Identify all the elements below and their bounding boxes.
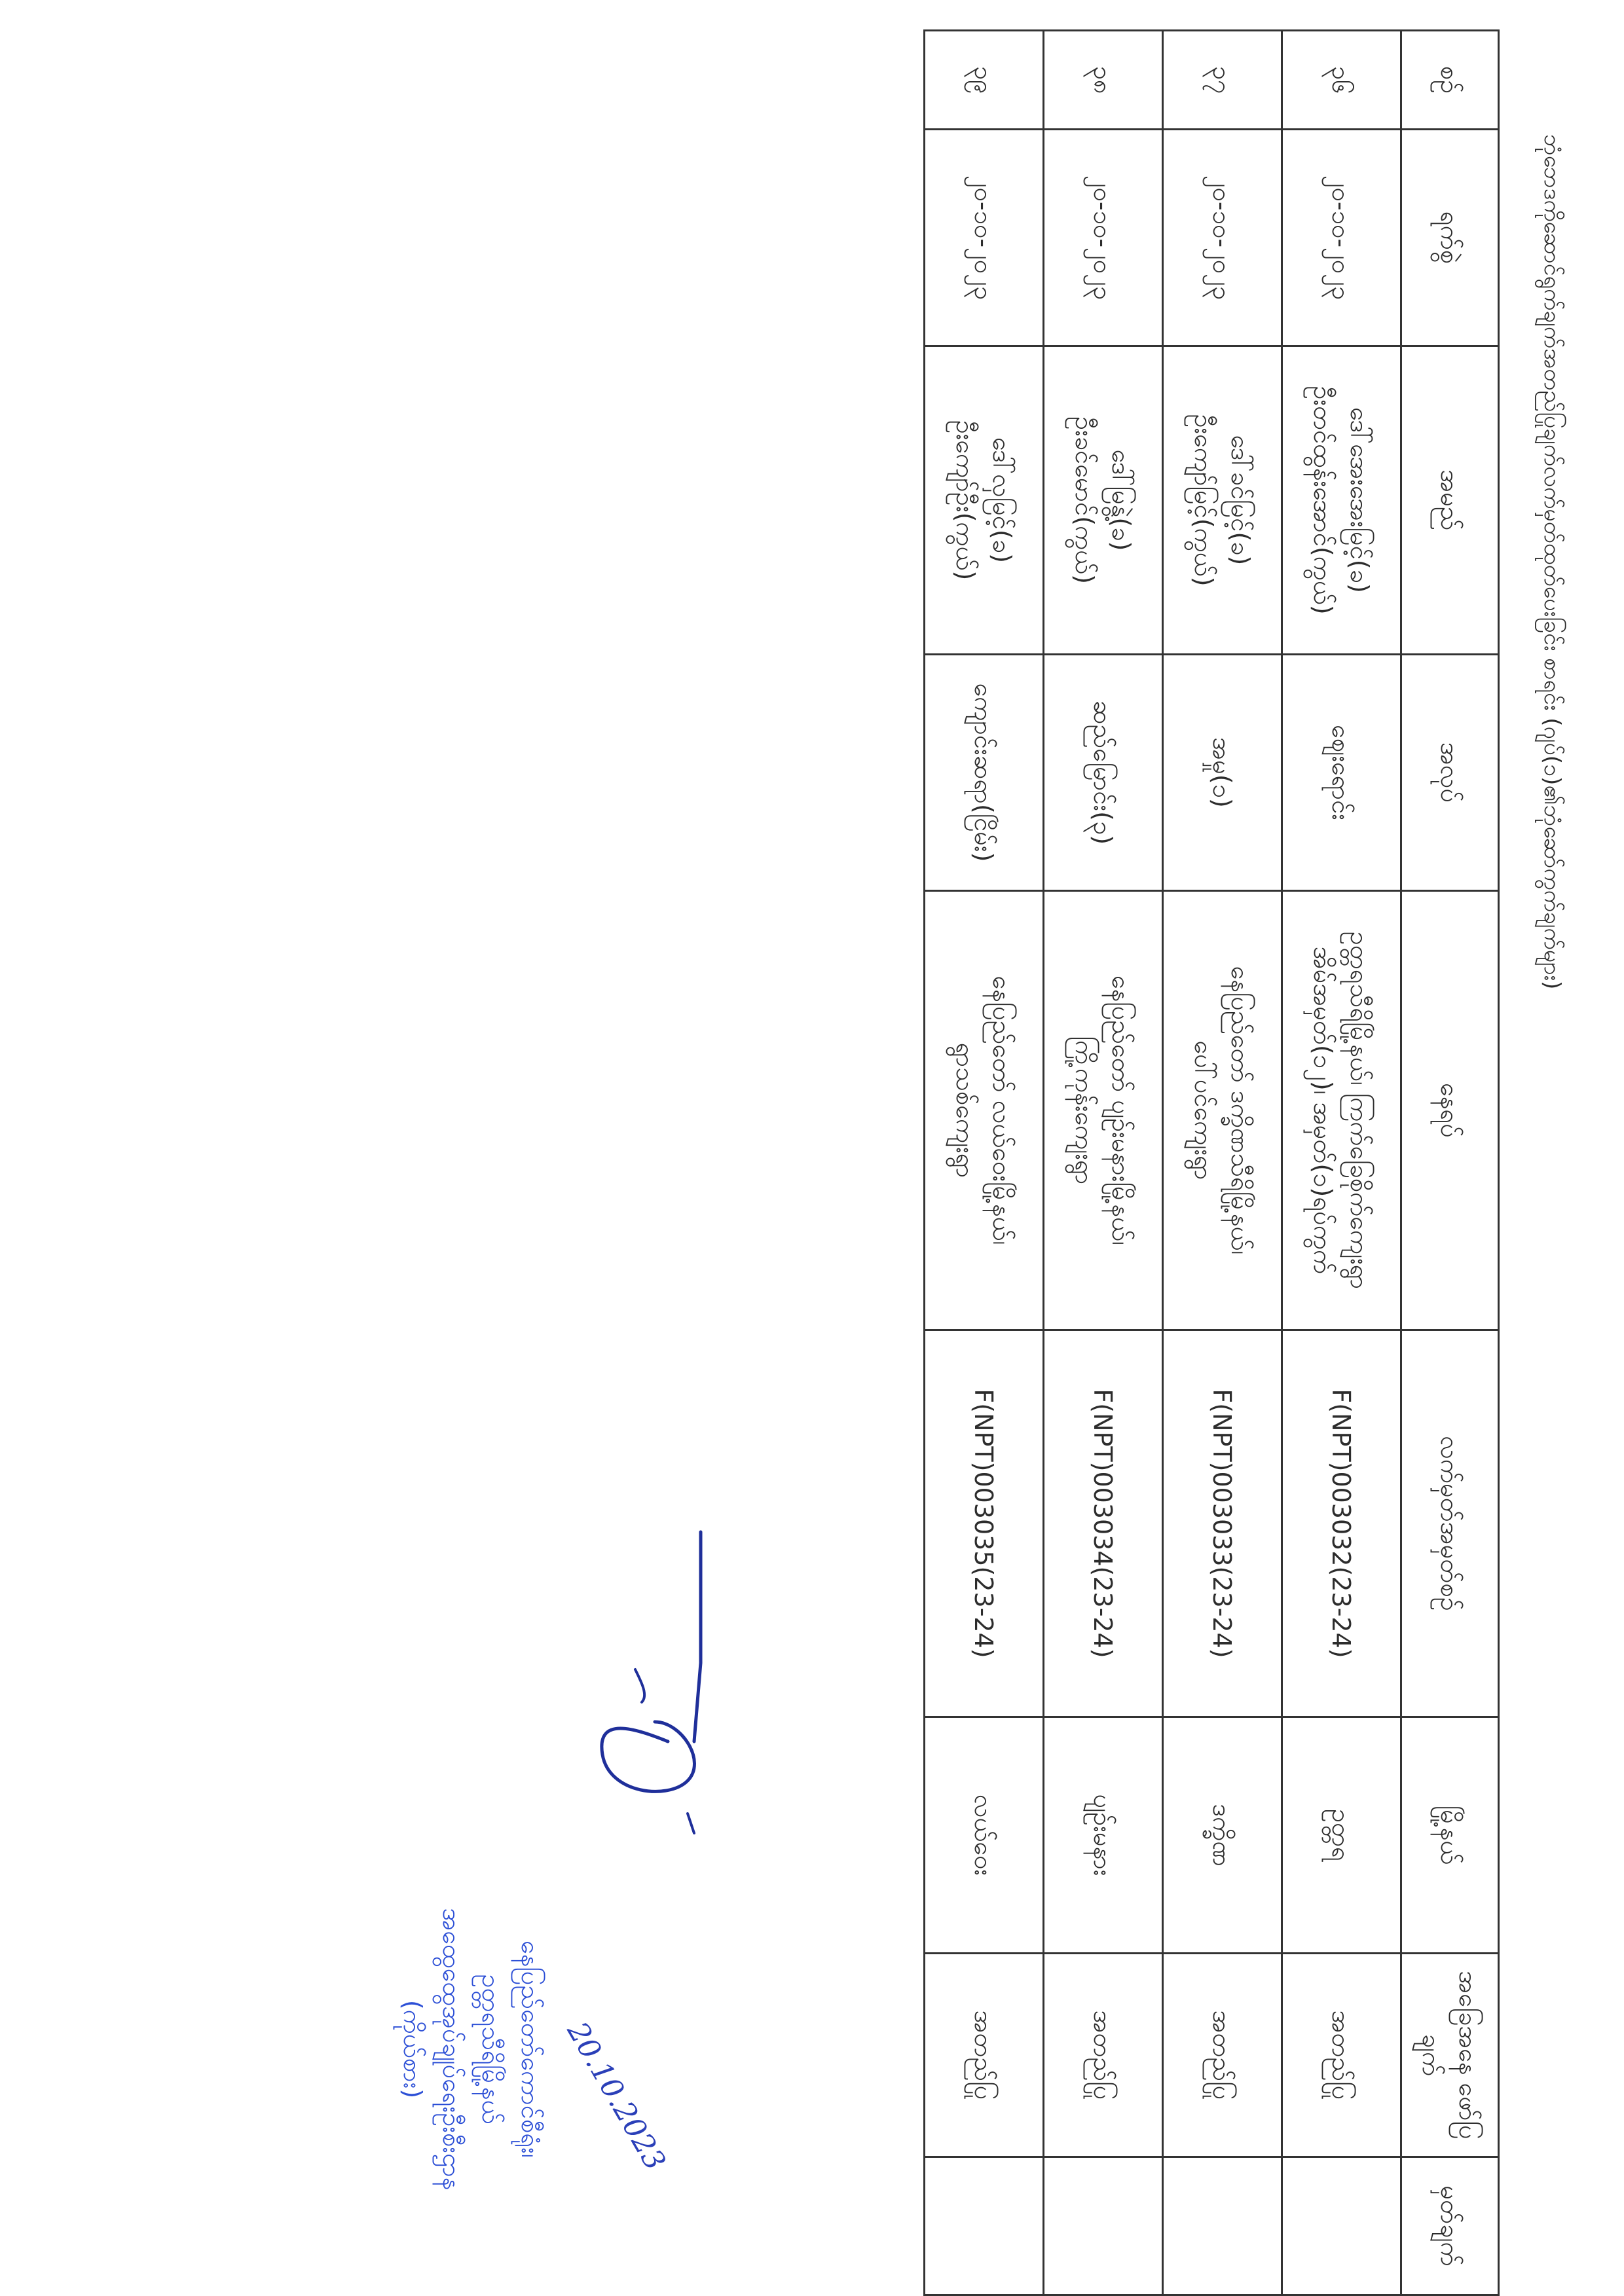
- cell-remark: [1044, 2157, 1163, 2295]
- cell-occupation: ဆည်မြောင်း(၃): [1044, 655, 1163, 891]
- cell-name: [925, 346, 1044, 655]
- cell-status: အတည်ပြု: [1163, 1954, 1282, 2157]
- cell-registration: F(NPT)003034(23-24): [1044, 1330, 1163, 1717]
- cell-address-text: နေပြည်တော် ဒက္ခိဏသီရိမြို့နယ်၊ ပေါ်ပင်ကျေးရွာ: [1189, 966, 1255, 1255]
- cell-registration: F(NPT)003033(23-24): [1163, 1330, 1282, 1717]
- cell-name: [1044, 346, 1163, 655]
- header-no: စဉ်: [1401, 31, 1499, 130]
- document-title: ဘုံဘေဒကိုဆောင်ရွက်ချက်အတည်ပြုချက်လက်မှတ်ထုတ်ပေးခြင်း စာရင်း (ဂျပ်(၁)၏ဘုံဆော်ကွက်ချက်များ): [1539, 134, 1565, 990]
- register-table: [923, 29, 1500, 2296]
- cell-date: ၂၀-၁၀-၂၀၂၃: [925, 130, 1044, 346]
- cell-status: အတည်ပြု: [925, 1954, 1044, 2157]
- table-row: [1044, 31, 1163, 2295]
- cell-no: ၃၇: [1163, 31, 1282, 130]
- cell-address: [1282, 891, 1401, 1330]
- cell-name: [1282, 346, 1401, 655]
- cell-name: [1163, 346, 1282, 655]
- cell-registration: F(NPT)003032(23-24): [1282, 1330, 1401, 1717]
- cell-status: အတည်ပြု: [1282, 1954, 1401, 2157]
- stamp-line: (ကိုယ်စား): [398, 1999, 427, 2099]
- header-occupation: အလုပ်: [1401, 655, 1499, 891]
- cell-no: ၃၆: [1282, 31, 1401, 130]
- register-table-container: [923, 29, 1565, 2267]
- cell-occupation: အမှု(၁): [1163, 655, 1282, 891]
- cell-address: [1044, 891, 1163, 1330]
- cell-name-text: ဒေါ်မြနွဲ့(ခ) ဦးခင်မောင်(ကွယ်): [1070, 416, 1136, 584]
- cell-name-text: ဒေါ်အေးအေးမြင့်(ခ) ဦးတင်ထွန်းအောင်(ကွယ်): [1308, 386, 1375, 615]
- cell-township: လယ်ဝေး: [925, 1717, 1044, 1954]
- cell-address: [1163, 891, 1282, 1330]
- stamp-line: အထွေထွေအုပ်ချုပ်ရေးဦးစီးဌာန: [437, 1908, 466, 2191]
- cell-township: ဥတ္တရ: [1282, 1717, 1401, 1954]
- cell-remark: [1163, 2157, 1282, 2295]
- cell-date: ၂၀-၁၀-၂၀၂၃: [1282, 130, 1401, 346]
- cell-registration: F(NPT)003035(23-24): [925, 1330, 1044, 1717]
- header-registration: လက်မှတ်အမှတ်စဉ်: [1401, 1330, 1499, 1717]
- table-row: [1282, 31, 1401, 2295]
- cell-no: ၃၉: [925, 31, 1044, 130]
- cell-occupation: ကျောင်းဆရာ(ငြိမ်း): [925, 655, 1044, 891]
- cell-address-text: ဥတ္တရသီရိမြို့နယ်၊ ကြက်ခြေစိုက်ကျေးရွာ အိမ်အမှတ်(၁၂)၊ အမှတ်(၁)ရပ်ကွက်: [1308, 931, 1375, 1290]
- handwritten-signature: [537, 1506, 773, 1846]
- stamp-line: နေပြည်တော်ကောင်စီရုံး၊: [516, 1941, 545, 2158]
- stamp-line: ဥတ္တရသီရိမြို့နယ်: [477, 1974, 506, 2124]
- table-row: [1163, 31, 1282, 2295]
- signature-date: 20.10.2023: [560, 2016, 672, 2176]
- cell-township: ဒက္ခိဏ: [1163, 1717, 1282, 1954]
- cell-township: ပျဉ်းမနား: [1044, 1717, 1163, 1954]
- cell-date: ၂၀-၁၀-၂၀၂၃: [1163, 130, 1282, 346]
- cell-status: အတည်ပြု: [1044, 1954, 1163, 2157]
- cell-occupation: ဈေးရောင်း: [1282, 655, 1401, 891]
- cell-name-text: ဒေါ်ခင်မြင့်(ခ) ဦးကျော်မြင့်(ကွယ်): [1189, 414, 1255, 587]
- header-remark: မှတ်ချက်: [1401, 2157, 1499, 2295]
- cell-address-text: နေပြည်တော် ပျဉ်းမနားမြို့နယ်၊ ကြို့ကုန်းကျေးရွာ: [1070, 975, 1136, 1245]
- header-date: ရက်စွဲ: [1401, 130, 1499, 346]
- cell-remark: [1282, 2157, 1401, 2295]
- cell-address-text: နေပြည်တော် လယ်ဝေးမြို့နယ်၊ ရွာသစ်ကျေးရွာ: [951, 975, 1017, 1245]
- table-header-row: [1401, 31, 1499, 2295]
- header-name: အမည်: [1401, 346, 1499, 655]
- header-township: မြို့နယ်: [1401, 1717, 1499, 1954]
- cell-no: ၃၈: [1044, 31, 1163, 130]
- table-row: [925, 31, 1044, 2295]
- header-status: အခြေအနေ ဖော်ပြချက်: [1401, 1954, 1499, 2157]
- cell-address: [925, 891, 1044, 1330]
- cell-date: ၂၀-၁၀-၂၀၂၃: [1044, 130, 1163, 346]
- cell-remark: [925, 2157, 1044, 2295]
- header-address: နေရပ်: [1401, 891, 1499, 1330]
- cell-name-text: ဒေါ်လှမြင့်(ခ) ဦးကျော်ဦး(ကွယ်): [951, 420, 1017, 581]
- official-stamp: [275, 1820, 550, 2278]
